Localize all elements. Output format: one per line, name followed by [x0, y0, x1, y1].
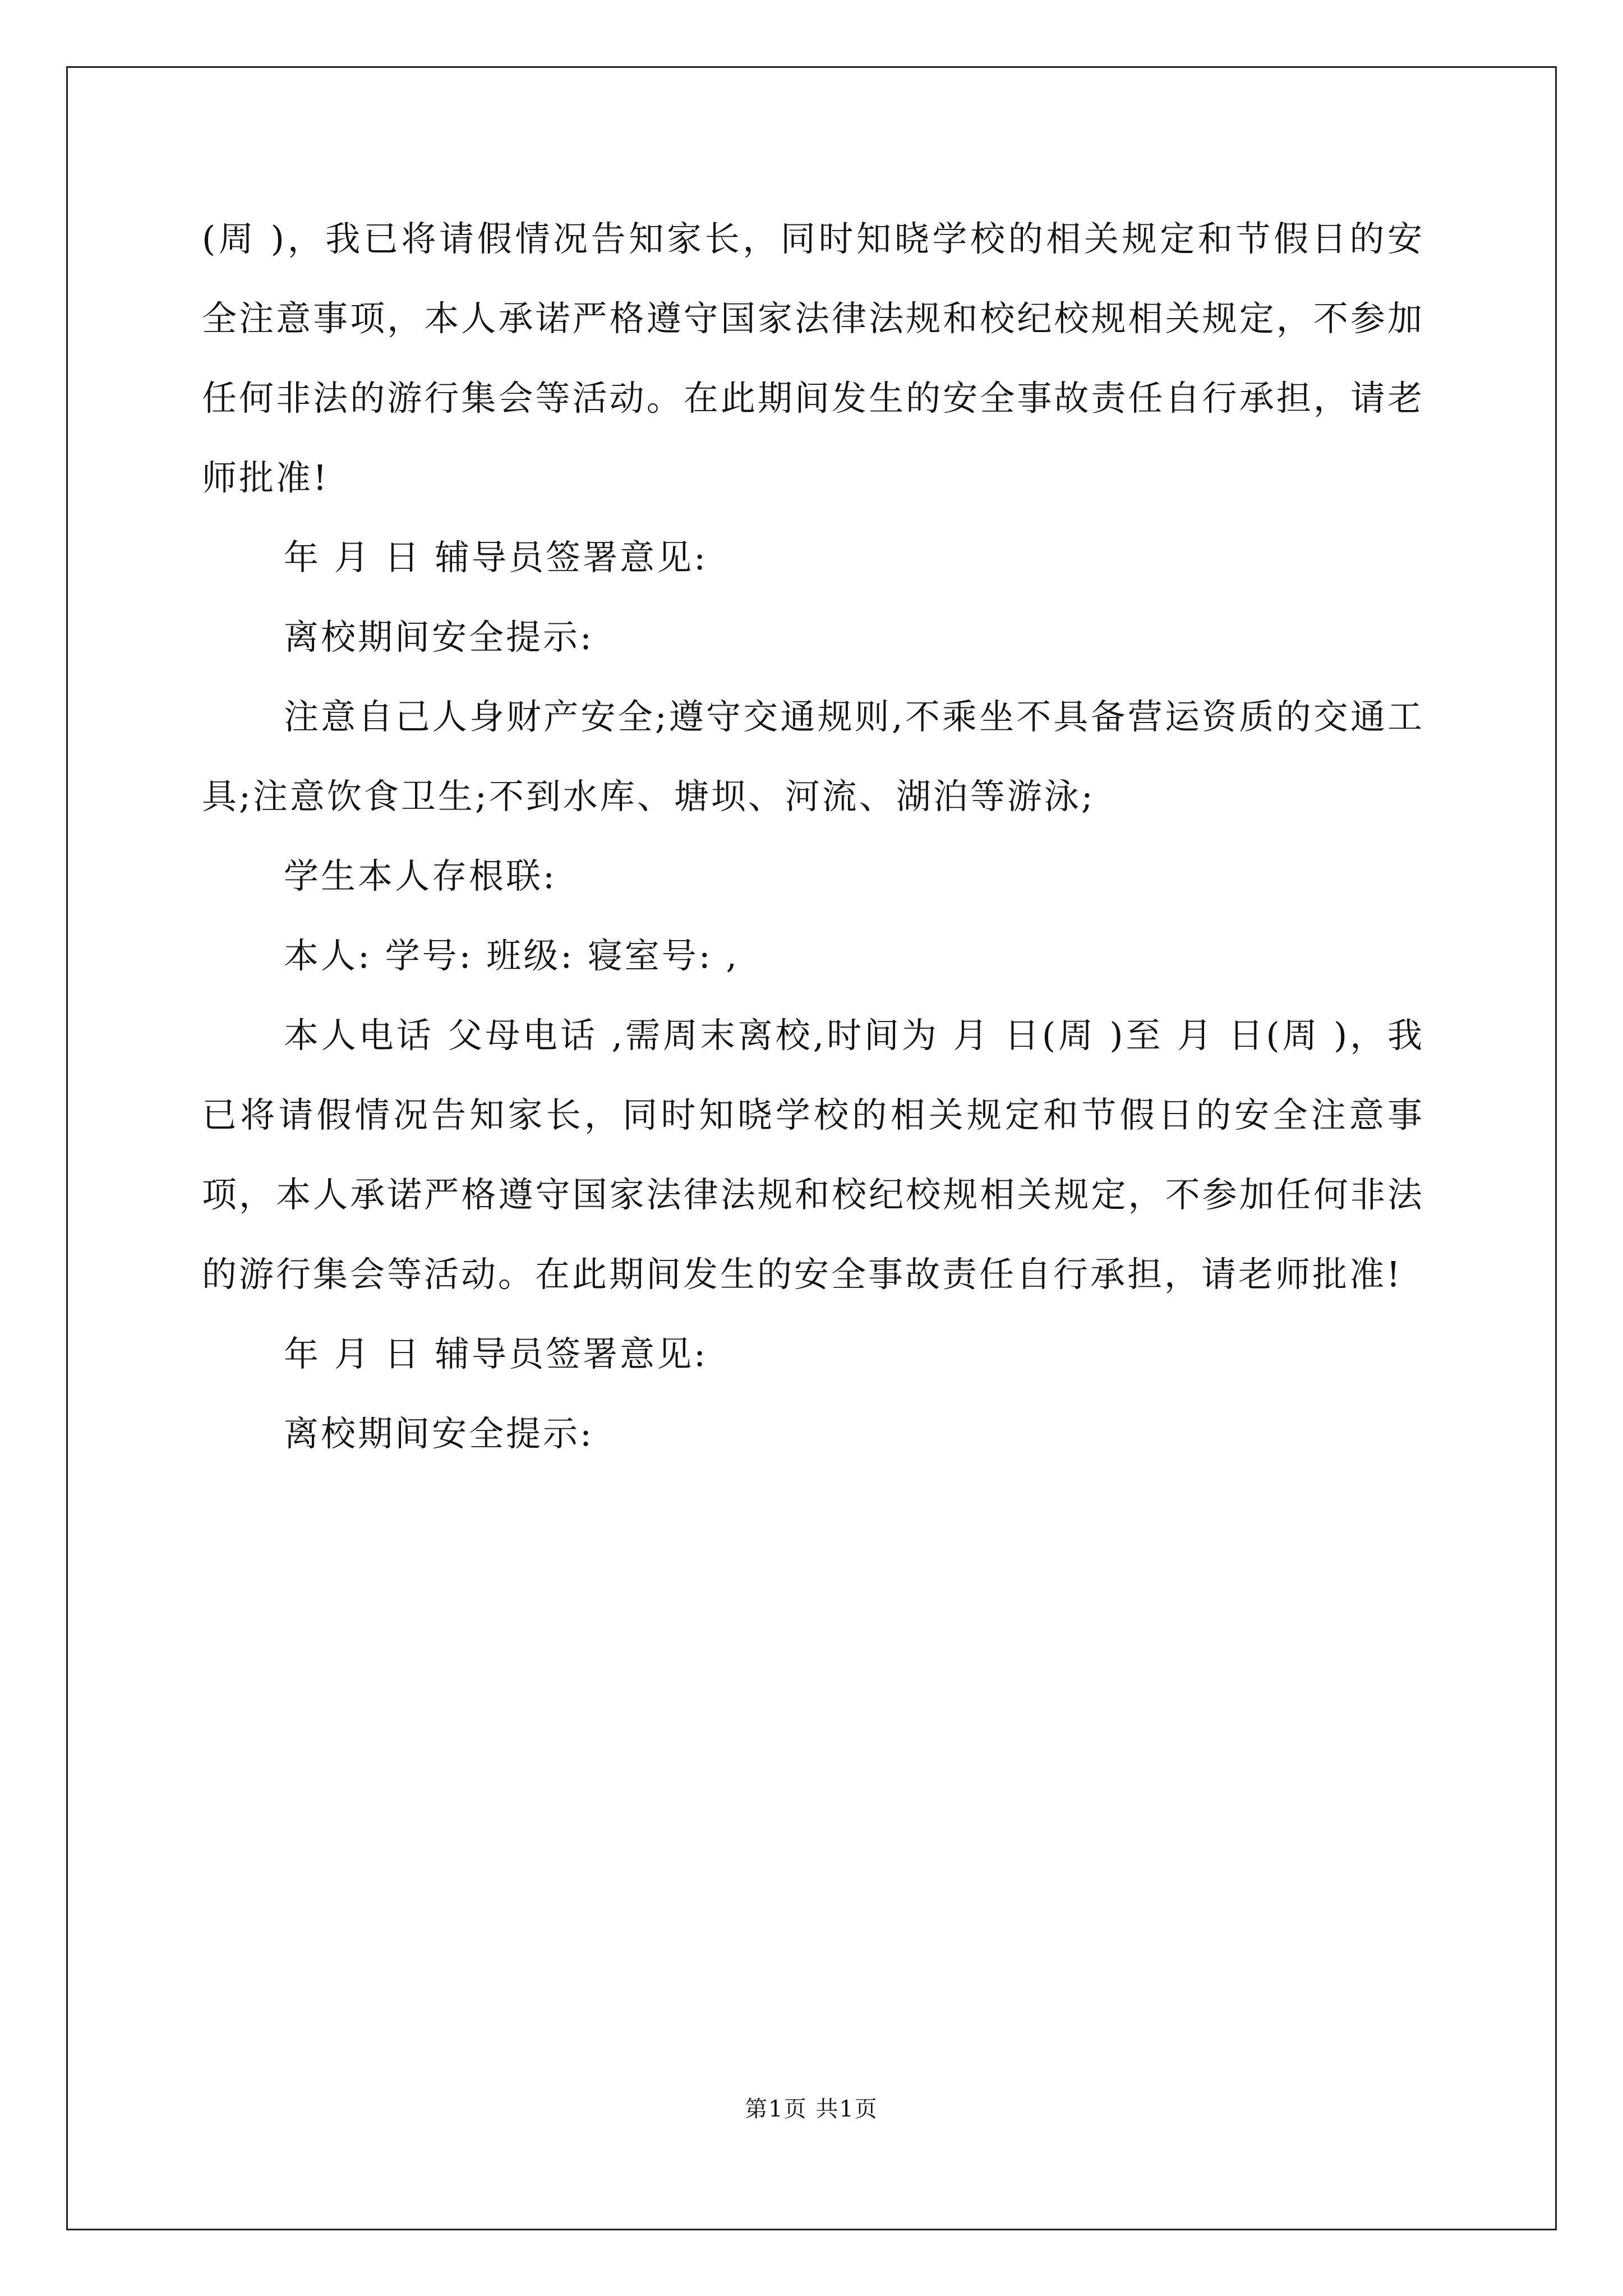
document-body — [202, 199, 1424, 1474]
paragraph-9: 离校期间安全提示: — [284, 1413, 594, 1454]
paragraph-2: 年 月 日 辅导员签署意见: — [284, 537, 708, 578]
paragraph-7: 本人电话 父母电话 ,需周末离校,时间为 月 日(周 )至 月 日(周 )，我已将请假情况告知家长，同时知晓学校的相关规定和节假日的安全注意事项，本人承诺严格遵守国家法律法规和校纪校规相关规定，不参加任何非法的游行集会等活动。在此期间发生的安全事故责任自行承担，请老师批准! — [202, 1015, 1424, 1295]
page-footer: 第1页 共1页 — [745, 2096, 878, 2122]
paragraph-1: (周 )，我已将请假情况告知家长，同时知晓学校的相关规定和节假日的安全注意事项，本人承诺严格遵守国家法律法规和校纪校规相关规定，不参加任何非法的游行集会等活动。在此期间发生的安全事故责任自行承担，请老师批准! — [202, 218, 1424, 498]
paragraph-6: 本人: 学号: 班级: 寝室号: , — [284, 935, 740, 976]
paragraph-3: 离校期间安全提示: — [284, 616, 594, 657]
paragraph-8: 年 月 日 辅导员签署意见: — [284, 1333, 708, 1374]
paragraph-4: 注意自己人身财产安全;遵守交通规则,不乘坐不具备营运资质的交通工具;注意饮食卫生;不到水库、塘坝、河流、湖泊等游泳; — [202, 696, 1424, 817]
paragraph-5: 学生本人存根联: — [284, 855, 557, 896]
